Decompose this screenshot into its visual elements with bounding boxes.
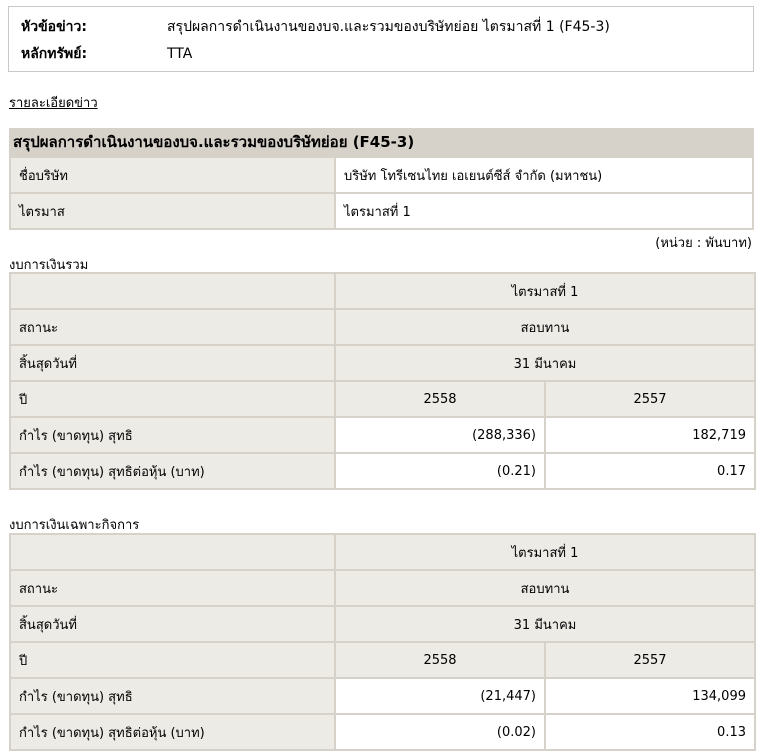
year-previous: 2557 bbox=[545, 381, 755, 417]
end-date-value: 31 มีนาคม bbox=[335, 606, 755, 642]
empty-cell bbox=[10, 534, 335, 570]
eps-previous: 0.17 bbox=[545, 453, 755, 489]
net-profit-row bbox=[10, 417, 755, 453]
net-profit-previous: 182,719 bbox=[545, 417, 755, 453]
news-title-label: หัวข้อข่าว: bbox=[21, 19, 87, 35]
period-value: ไตรมาสที่ 1 bbox=[335, 273, 755, 309]
quarter-label: ไตรมาส bbox=[10, 193, 335, 229]
company-info-table bbox=[9, 156, 754, 230]
net-profit-label: กำไร (ขาดทุน) สุทธิ bbox=[10, 678, 335, 714]
eps-label: กำไร (ขาดทุน) สุทธิต่อหุ้น (บาท) bbox=[10, 714, 335, 750]
year-current: 2558 bbox=[335, 642, 545, 678]
status-value: สอบทาน bbox=[335, 570, 755, 606]
empty-cell bbox=[10, 273, 335, 309]
end-date-label: สิ้นสุดวันที่ bbox=[10, 345, 335, 381]
year-label: ปี bbox=[10, 642, 335, 678]
status-label: สถานะ bbox=[10, 570, 335, 606]
status-label: สถานะ bbox=[10, 309, 335, 345]
net-profit-row bbox=[10, 678, 755, 714]
security-value: TTA bbox=[167, 46, 193, 62]
year-row bbox=[10, 642, 755, 678]
consolidated-section-title: งบการเงินรวม bbox=[9, 258, 89, 273]
eps-previous: 0.13 bbox=[545, 714, 755, 750]
year-current: 2558 bbox=[335, 381, 545, 417]
company-value: บริษัท โทรีเซนไทย เอเยนต์ซีส์ จำกัด (มหาชน) bbox=[335, 157, 753, 193]
end-date-row bbox=[10, 606, 755, 642]
consolidated-table bbox=[9, 272, 756, 490]
news-title-row bbox=[21, 17, 610, 37]
net-profit-previous: 134,099 bbox=[545, 678, 755, 714]
status-value: สอบทาน bbox=[335, 309, 755, 345]
security-label: หลักทรัพย์: bbox=[21, 46, 88, 62]
end-date-row bbox=[10, 345, 755, 381]
status-row bbox=[10, 309, 755, 345]
eps-current: (0.02) bbox=[335, 714, 545, 750]
company-label: ชื่อบริษัท bbox=[10, 157, 335, 193]
end-date-label: สิ้นสุดวันที่ bbox=[10, 606, 335, 642]
eps-row bbox=[10, 453, 755, 489]
unit-note: (หน่วย : พันบาท) bbox=[655, 236, 752, 251]
report-title: สรุปผลการดำเนินงานของบจ.และรวมของบริษัทย่อย (F45-3) bbox=[9, 128, 754, 156]
news-title-value: สรุปผลการดำเนินงานของบจ.และรวมของบริษัทย่อย ไตรมาสที่ 1 (F45-3) bbox=[167, 19, 610, 35]
net-profit-label: กำไร (ขาดทุน) สุทธิ bbox=[10, 417, 335, 453]
company-row bbox=[10, 157, 753, 193]
news-detail-link[interactable]: รายละเอียดข่าว bbox=[9, 96, 98, 111]
year-previous: 2557 bbox=[545, 642, 755, 678]
quarter-row bbox=[10, 193, 753, 229]
period-row bbox=[10, 534, 755, 570]
eps-label: กำไร (ขาดทุน) สุทธิต่อหุ้น (บาท) bbox=[10, 453, 335, 489]
news-header-box bbox=[8, 6, 754, 72]
separate-table bbox=[9, 533, 756, 751]
year-label: ปี bbox=[10, 381, 335, 417]
eps-current: (0.21) bbox=[335, 453, 545, 489]
period-value: ไตรมาสที่ 1 bbox=[335, 534, 755, 570]
period-row bbox=[10, 273, 755, 309]
net-profit-current: (21,447) bbox=[335, 678, 545, 714]
security-row bbox=[21, 44, 192, 64]
separate-section-title: งบการเงินเฉพาะกิจการ bbox=[9, 518, 140, 533]
end-date-value: 31 มีนาคม bbox=[335, 345, 755, 381]
quarter-value: ไตรมาสที่ 1 bbox=[335, 193, 753, 229]
eps-row bbox=[10, 714, 755, 750]
status-row bbox=[10, 570, 755, 606]
net-profit-current: (288,336) bbox=[335, 417, 545, 453]
year-row bbox=[10, 381, 755, 417]
